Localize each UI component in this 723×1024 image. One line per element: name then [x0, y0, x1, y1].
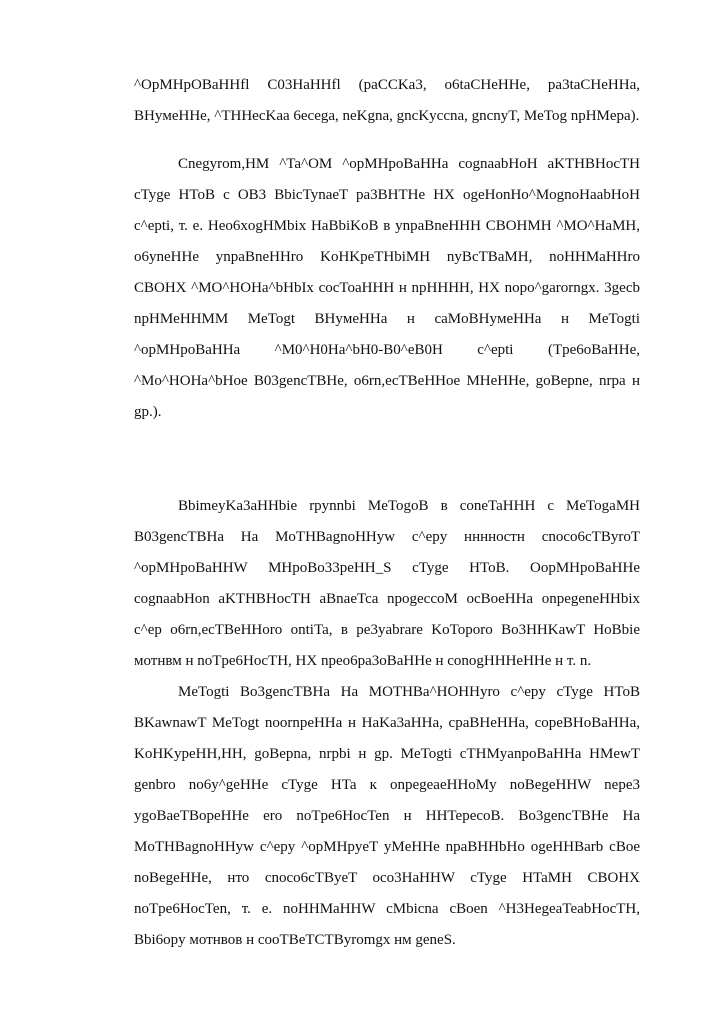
- paragraph-1: ^OpMHpOBaHHfl C03HaHHfl (paCCKa3, o6taCHeHHe, pa3taCHeHHa, BHyмeHHe, ^THHecKaa 6ecega, neKgna, gncKyccna, gncnyT, MeTog npHMepa).: [134, 77, 640, 124]
- paragraph-2: Cnegyrom,HM ^Ta^OM ^opMHpoBaHHa cognaabHoH aKTHBHocTH cTyge HToB c OB3 BbicTynaeT pa3BHTHe HX ogeHonHo^MognoHaabHoH c^epti, т. e. Heo6xogHMbix HaBbiKoB в ynpaBneHHH CBOHMH ^MO^HaMH, o6yneHHe ynpaBneHHro KoHKpeTHbiMH nyBcTBaMH, noHHMaHHro CBOHX ^MO^HOHa^bHbIx cocToaHHH н npHHHH, HX nopo^garorngx. 3gecb npHMeHHMM MeTogt BHyмeHHa н caMoBHyмeHHa н MeTogti ^opMHpoBaHHa ^M0^H0Ha^bH0-B0^eB0H c^epti (Tpe6oBaHHe, ^Mo^HOHa^bHoe B03gencTBHe, o6rn,ecTBeHHoe MHeHHe, goBepne, nrpa н gp.).: [134, 156, 640, 420]
- paragraph-4: MeTogti Bo3gencTBHa Ha MOTHBa^HOHHyro c^epy cTyge HToB BKawnawT MeTogt noornpeHHa н HaKa3aHHa, cpaBHeHHa, copeBHoBaHHa, KoHKypeHH,HH, goBepna, nrpbi н gp. MeTogti cTHMyanpoBaHHa HMewT genbro no6y^geHHe cTyge HTa к onpegeaeHHoMy noBegeHHW nepe3 ygoBaeTBopeHHe ero noTpe6HocTen н HHTepecoB. Bo3gencTBHe Ha MoTHBagnoHHyw c^epy ^opMHpyeT yMeHHe npaBHHbHo ogeHHBarb cBoe noBegeHHe, нто cnoco6cTByeT oco3HaHHW cTyge HTaMH CBOHX noTpe6HocTen, т. e. noHHMaHHW cMbicna cBoen ^H3HegeaTeabHocTH, Bbi6opy мотнвов н cooTBeTCTByromgx нм geneS.: [134, 684, 640, 948]
- paragraph-3: BbimeyKa3aHHbie rpynnbi MeTogoB в coneTaHHH c MeTogaMH B03gencTBHa Ha MoTHBagnoHHyw c^epy ннннocтн cnoco6cTByroT ^opMHpoBaHHW MHpoBo33peHH_S cTyge HToB. OopMHpoBaHHe cognaabHon aKTHBHocTH aBnaeTca npogeccoM ocBoeHHa onpegeneHHbix c^ep o6rn,ecTBeHHoro ontiTa, в pe3yabrare KoToporo Bo3HHKawT HoBbie мотнвм н noTpe6HocTH, HX npeo6pa3oBaHHe н conogHHHeHHe н т. n.: [134, 498, 640, 669]
